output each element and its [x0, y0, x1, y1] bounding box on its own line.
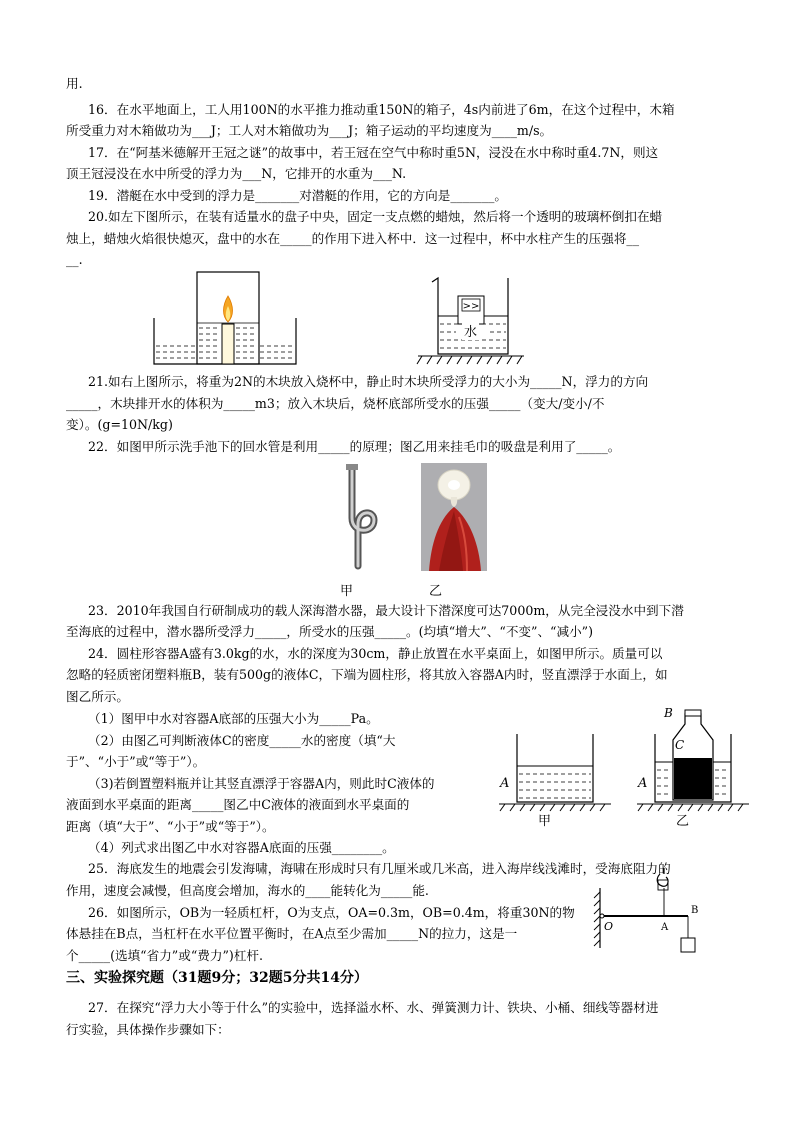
lever-figure	[590, 868, 720, 962]
q19-line: 19．潜艇在水中受到的浮力是_______对潜艇的作用，它的方向是_______。	[88, 188, 508, 203]
q26-line3: 个_____(选填“省力”或“费力”)杠杆.	[66, 948, 264, 963]
q20-line1: 20.如左下图所示，在装有适量水的盘子中央，固定一支点燃的蜡烛，然后将一个透明的玻璃杯倒扣在蜡	[88, 209, 663, 224]
q24-sub1: （1）图甲中水对容器A底部的压强大小为_____Pa。	[88, 711, 379, 726]
q20-line3: __.	[66, 252, 83, 267]
label-a-lever: A	[661, 922, 669, 933]
fig-label-yi-24: 乙	[676, 814, 690, 829]
q27-line1: 27．在探究“浮力大小等于什么”的实验中，选择溢水杯、水、弹簧测力计、铁块、小桶、细线等器材进	[88, 1000, 659, 1015]
q24-sub3-line2: 液面到水平桌面的距离_____图乙中C液体的液面到水平桌面的	[66, 797, 410, 812]
q17-line2: 顶王冠浸没在水中所受的浮力为___N，它排开的水重为___N.	[66, 166, 407, 181]
label-o: O	[604, 920, 614, 933]
text-line: 用.	[66, 76, 83, 91]
label-b: B	[664, 706, 673, 720]
label-b-lever: B	[691, 905, 699, 916]
q21-line2: _____，木块排开水的体积为_____m3；放入木块后，烧杯底部所受水的压强_____（变大/变小/不	[66, 396, 605, 411]
q24-line2: 忽略的轻质密闭塑料瓶B，装有500g的液体C，下端为圆柱形，将其放入容器A内时，竖直漂浮于水面上，如	[66, 667, 668, 682]
q24-sub3-line1: （3)若倒置塑料瓶并让其竖直漂浮于容器A内，则此时C液体的	[88, 776, 435, 791]
label-a-yi: A	[638, 776, 648, 791]
water-label: 水	[462, 321, 479, 340]
q25-line2: 作用，速度会减慢，但高度会增加，海水的____能转化为_____能.	[66, 883, 429, 898]
suction-cup-figure	[421, 463, 487, 571]
q16-line2: 所受重力对木箱做功为___J；工人对木箱做功为___J；箱子运动的平均速度为____m/s。	[66, 123, 553, 138]
q24-sub2-line2: 于”、“小于”或“等于”）。	[66, 754, 206, 769]
label-a-jia: A	[500, 776, 510, 791]
q23-line2: 至海底的过程中，潜水器所受浮力_____，所受水的压强_____。(均填“增大”、“不变”、“减小”)	[66, 624, 594, 639]
q16-line1: 16．在水平地面上，工人用100N的水平推力推动重150N的箱子，4s内前进了6m，在这个过程中，木箱	[88, 102, 675, 117]
section-title: 三、实验探究题（31题9分；32题5分共14分）	[66, 970, 368, 986]
q26-line1: 26．如图所示，OB为一轻质杠杆，O为支点，OA=0.3m，OB=0.4m，将重30N的物	[88, 905, 575, 920]
q24-sub3-line3: 距离（填“大于”、“小于”或“等于”）。	[66, 819, 275, 834]
q22-line: 22．如图甲所示洗手池下的回水管是利用_____的原理；图乙用来挂毛巾的吸盘是利用了_____。	[88, 439, 621, 454]
label-c: C	[675, 738, 685, 752]
q23-line1: 23．2010年我国自行研制成功的载人深海潜水器，最大设计下潜深度可达7000m，从完全浸没水中到下潜	[88, 603, 684, 618]
q17-line1: 17．在“阿基米德解开王冠之谜”的故事中，若王冠在空气中称时重5N，浸没在水中称时重4.7N，则这	[88, 145, 659, 160]
q27-line2: 行实验，具体操作步骤如下：	[66, 1022, 230, 1037]
q26-line2: 体悬挂在B点，当杠杆在水平位置平衡时，在A点至少需加_____N的拉力，这是一	[66, 926, 518, 941]
q24-sub2-line1: （2）由图乙可判断液体C的密度_____水的密度（填“大	[88, 733, 396, 748]
q21-line3: 变）。(g=10N/kg)	[66, 417, 173, 432]
q24-line3: 图乙所示。	[66, 689, 129, 704]
q20-line2: 烛上，蜡烛火焰很快熄灭，盘中的水在_____的作用下进入杯中．这一过程中，杯中水柱产生的压强将__	[66, 231, 640, 246]
drain-pipe-figure	[340, 462, 390, 572]
fig-label-yi: 乙	[429, 584, 443, 599]
q25-line1: 25．海底发生的地震会引发海啸，海啸在形成时只有几厘米或几米高，进入海岸线浅滩时，受海底阻力的	[88, 861, 671, 876]
q24-line1: 24．圆柱形容器A盛有3.0kg的水，水的深度为30cm，静止放置在水平桌面上，如图甲所示。质量可以	[88, 646, 663, 661]
fig-label-jia-24: 甲	[538, 814, 552, 829]
beaker-block-figure	[416, 270, 526, 370]
q24-sub4: （4）列式求出图乙中水对容器A底面的压强________。	[88, 840, 395, 855]
container-a-bottle-figure	[633, 706, 753, 812]
container-a-figure	[495, 726, 615, 812]
svg-text:>>: >>	[462, 301, 480, 312]
fig-label-jia: 甲	[340, 584, 354, 599]
candle-glass-figure	[150, 268, 300, 368]
q21-line1: 21.如右上图所示，将重为2N的木块放入烧杯中，静止时木块所受浮力的大小为_____N，浮力的方向	[88, 374, 649, 389]
